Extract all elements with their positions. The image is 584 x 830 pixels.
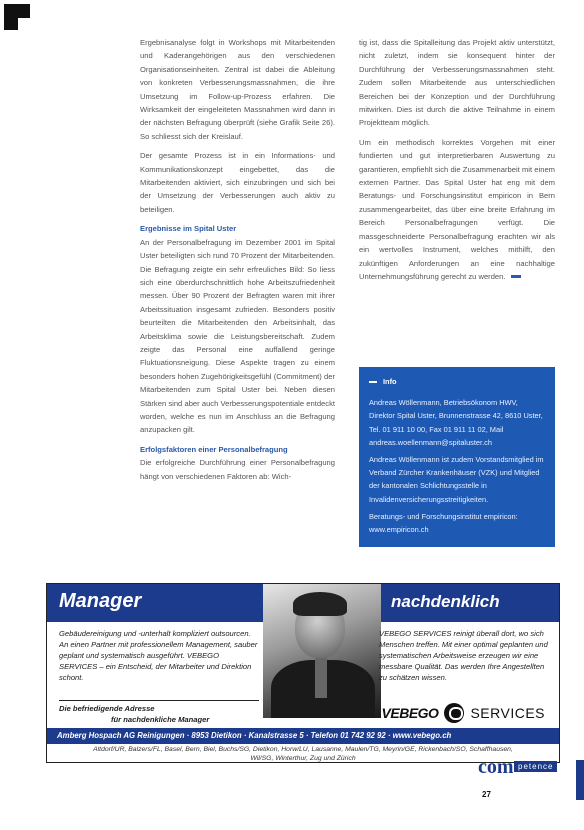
left-para-4: Die erfolgreiche Durchführung einer Personalbefragung hängt von verschiedenen Faktoren ab: Wich- [140, 458, 335, 481]
s-logo-icon [444, 703, 464, 723]
subhead-ergebnisse: Ergebnisse im Spital Uster [140, 224, 237, 234]
ad-tagline-2: für nachdenkliche Manager [111, 715, 210, 724]
left-para-1: Ergebnisanalyse folgt in Workshops mit Mitarbeitenden und Kaderangehörigen aus den verschiedenen Organisationseinheiten. Zentral ist dabei die Ableitung von konkreten Verbesserungsmassnahmen, die ihre Umsetzung im Follow-up-Prozess erfahren. Die Wirksamkeit der eingeleiteten Massnahmen wird dann in der nächsten Befragung überprüft (siehe Grafik Seite 26). So schliesst sich der Kreislauf. [140, 38, 335, 141]
info-title [369, 375, 545, 388]
ad-left-text: Gebäudereinigung und -unterhalt kompliziert outsourcen. An einen Partner mit professionellem Management, sauber geplant und systematisch ausgeführt. VEBEGO SERVICES – ein Entscheid, der Mitarbeiter und Direktion schont. [59, 629, 258, 682]
info-para-2: Andreas Wöllenmann ist zudem Vorstandsmitglied im Verband Zürcher Krankenhäuser (VZK) und Mitglied der kantonalen Schlichtungsstelle in Invalidenversicherungsstreitigkeiten. [369, 455, 544, 504]
right-para-1: tig ist, dass die Spitalleitung das Projekt aktiv unterstützt, nicht zuletzt, indem sie konsequent hinter der Durchführung der Verbesserungsmassnahmen steht. Zudem sollen Mitarbeitende aus unterschiedlichen Bereichen bei der Konzeption und der Durchführung mitwirken. Dies ist durch die aktive Teilnahme in einem Projektteam möglich. [359, 38, 555, 128]
corner-crop-mark [0, 0, 30, 30]
ad-footer-contact: Amberg Hospach AG Reinigungen · 8953 Dietikon · Kanalstrasse 5 · Telefon 01 742 92 92 · www.vebego.ch [47, 728, 559, 744]
ad-right-text: VEBEGO SERVICES reinigt überall dort, wo sich Menschen treffen. Mit einer optimal geplanten und systematischen Arbeitsweise erzeugen wir eine messbare Qualität. Das werden Ihre Angestellten zu schätzen wissen. [379, 629, 548, 682]
right-para-2 [359, 136, 555, 283]
logo-petence: petence [514, 761, 557, 772]
left-para-2: Der gesamte Prozess ist in ein Informations- und Kommunikationskonzept eingebettet, das die Mitarbeitenden aktiviert, sich einzubringen und sich bei der Umsetzung der Verbesserungen auch aktiv zu beteiligen. [140, 151, 335, 214]
logo-vebego: VEBEGO [381, 705, 439, 721]
logo-services: SERVICES [470, 705, 545, 721]
dash-icon [369, 381, 377, 383]
ad-tagline-1: Die befriedigende Adresse [59, 700, 259, 714]
end-mark [511, 275, 521, 278]
info-box [359, 367, 555, 547]
ad-tagline [59, 700, 259, 725]
ad-photo-manager [263, 584, 381, 718]
vebego-logo [382, 702, 545, 724]
info-title-text: Info [383, 377, 397, 386]
page-number: 27 [482, 790, 491, 799]
info-para-3: Beratungs- und Forschungsinstitut empiricon: www.empiricon.ch [369, 511, 518, 535]
subhead-erfolgsfaktoren: Erfolgsfaktoren einer Personalbefragung [140, 444, 288, 454]
competence-logo [478, 756, 568, 784]
right-para-2-text: Um ein methodisch korrektes Vorgehen mit einer fundierten und gut interpretierbaren Auswertung zu garantieren, empfiehlt sich die Zusammenarbeit mit einem externen Partner. Das Spital Uster hat eng mit dem Beratungs- und Forschungsinstitut empiricon in Bern zusammengearbeitet, das über eine breite Erfahrung im Bereich Personalbefragungen verfügt. Die massgeschneiderte Personalbefragung erachten wir als ein wertvolles Instrument, welches mithilft, den zukünftigen Anforderungen an eine nachhaltige Unternehmungsführung gerecht zu werden. [359, 137, 555, 281]
ad-title-manager: Manager [47, 584, 263, 622]
info-para-1: Andreas Wöllenmann, Betriebsökonom HWV, Direktor Spital Uster, Brunnenstrasse 42, 8610 Uster, Tel. 01 911 10 00, Fax 01 911 11 02, Mail andreas.woellenmann@spitaluster.ch [369, 398, 543, 447]
right-column [359, 36, 555, 289]
edge-bar [576, 760, 584, 800]
ad-title-nachdenklich: nachdenklich [379, 584, 559, 622]
ad-branches: Altdorf/UR, Balzers/FL, Basel, Bern, Biel, Buchs/SG, Dietikon, Horw/LU, Lausanne, Maulen/TG, Meyrin/GE, Rickenbach/SO, Schaffhausen, Wil/SG, Winterthur, Zug und Zürich [93, 746, 513, 762]
vebego-advertisement [46, 583, 560, 763]
left-para-3: An der Personalbefragung im Dezember 2001 im Spital Uster beteiligten sich rund 70 Prozent der Mitarbeitenden. Die Befragung zeigte ein sehr erfreuliches Bild: So liess sich eine überdurchschnittlich hohe Arbeitszufriedenheit messen. Über 90 Prozent der Befragten waren mit ihrer Arbeitssituation insgesamt zufrieden. Besonders positiv beurteilten die Mitarbeitenden den Arbeitsinhalt, das Arbeitsklima sowie die Leistungsbereitschaft. Zudem zeigte das Personal eine auffallend geringe Fluktuationsneigung. Diese Aspekte tragen zu einem besonders hohen Zugehörigkeitsgefühl (Commitment) der Mitarbeitenden zum Spital Uster bei. Neben diesen Stärken sind aber auch Verbesserungspotentiale entdeckt worden, welche es nun im Anschluss an die Befragung anzupacken gilt. [140, 237, 335, 435]
logo-comp: com [478, 756, 514, 778]
left-column [140, 36, 335, 489]
